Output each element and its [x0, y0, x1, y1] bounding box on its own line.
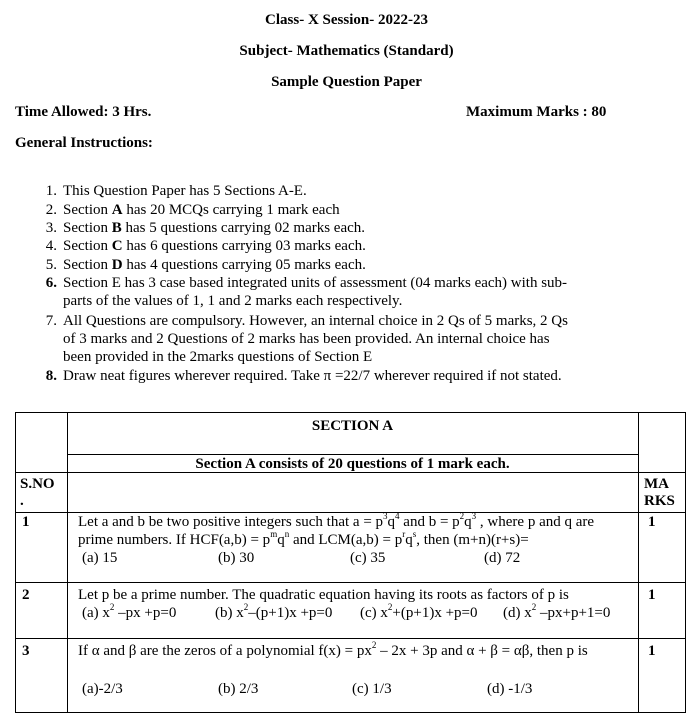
class-session-heading: Class- X Session- 2022-23 — [265, 12, 428, 28]
section-subtitle: Section A consists of 20 questions of 1 mark each. — [195, 456, 510, 472]
instructions-list: 1. This Question Paper has 5 Sections A-E. 2. Section A has 20 MCQs carrying 1 mark each 3. Section B has 5 questions carrying 02 marks each. 4. Section C has 6 questions carrying 03 marks each. 5. Section D has 4 questions carrying 05 marks each. 6. Section E has 3 case based integrated units of assessment (04 marks each) with sub- parts of the values of 1, 1 and 2 marks each respectively. 7. All Questions are compulsory. However, an internal choice in 2 Qs of 5 marks, 2 Qs of 3 marks and 2 Questions of 2 marks has been provided. An internal choice has been provided in the 2marks questions of Section E 8. Draw neat figures wherever required. Take π =22/7 wherever required if not stated. — [45, 183, 568, 384]
col-header-marks: MA RKS — [644, 476, 675, 509]
option-a: (a) $x^2$ –px +p=0 — [82, 602, 177, 621]
table-rule — [15, 512, 686, 513]
table-rule — [15, 582, 686, 583]
instructions-title: General Instructions: — [15, 135, 153, 151]
question-1-text: Let a and b be two positive integers such that $a = p^3q^4$ and $b = p^2q^3$ , where p and q are — [78, 511, 595, 530]
maximum-marks: Maximum Marks : 80 — [466, 104, 607, 120]
option-d: (d) 72 — [484, 550, 521, 566]
col-header-sno-dot: . — [20, 493, 24, 509]
option-b: (b) 30 — [218, 550, 255, 566]
question-number: 1 — [22, 514, 30, 530]
option-c: (c) 1/3 — [352, 681, 392, 697]
col-header-sno: S.NO — [20, 476, 55, 492]
option-c: (c) 35 — [350, 550, 386, 566]
option-b: (b) $x^2-(p+1)x +p=0$ — [215, 602, 333, 621]
option-a: (a) 15 — [82, 550, 118, 566]
table-border-right — [685, 412, 686, 713]
table-border-left — [15, 412, 16, 713]
question-number: 2 — [22, 587, 30, 603]
time-allowed: Time Allowed: 3 Hrs. — [15, 104, 152, 120]
table-rule — [67, 454, 638, 455]
option-d: (d) -1/3 — [487, 681, 533, 697]
question-3-text: If α and β are the zeros of a polynomial $f(x) = px^2 - 2x + 3p$ and α + β = αβ, then p is — [78, 640, 588, 659]
option-c: (c) $x^2+(p+1)x +p=0$ — [360, 602, 478, 621]
subject-heading: Subject- Mathematics (Standard) — [239, 43, 454, 59]
marks-value: 1 — [648, 514, 656, 530]
option-a: (a)-2/3 — [82, 681, 123, 697]
marks-value: 1 — [648, 643, 656, 659]
table-col-divider — [638, 412, 639, 713]
paper-title: Sample Question Paper — [271, 74, 422, 90]
option-d: (d) $x^2$ –px+p+1=0 — [503, 602, 611, 621]
marks-value: 1 — [648, 587, 656, 603]
section-title: SECTION A — [311, 418, 394, 434]
question-number: 3 — [22, 643, 30, 659]
table-rule — [15, 638, 686, 639]
question-1-text-line2: prime numbers. If $HCF(a,b) = p^mq^n$ and $LCM(a,b) = p^rq^s$, then (m+n)(r+s)= — [78, 529, 529, 548]
table-border-bottom — [15, 712, 686, 713]
question-2-text: Let p be a prime number. The quadratic equation having its roots as factors of p is — [78, 587, 569, 603]
table-border-top — [15, 412, 686, 413]
option-b: (b) 2/3 — [218, 681, 259, 697]
